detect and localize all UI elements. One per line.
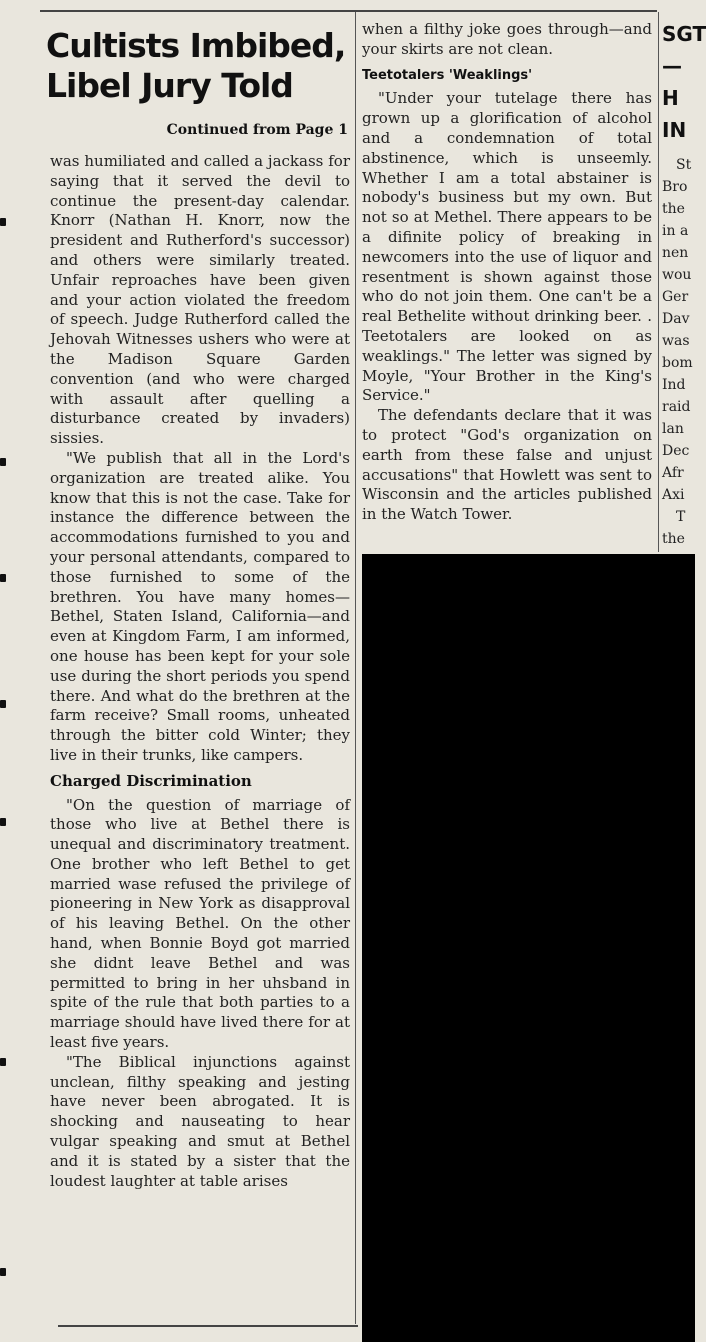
col1-paragraph-1: was humiliated and called a jackass for saying that it served the devil to continue the present-day calendar. Knorr (Nathan H. Knorr, now the president and Rutherford's successor) and others were similarly treated. Unfair reproaches have been given and your action violated the freedom of speech. Judge Rutherford called the Jehovah Witnesses ushers who were at the Madison Square Garden convention (and who were charged with assault after quelling a disturbance created by invaders) sissies. (50, 152, 350, 448)
col3-line: raid (662, 399, 691, 415)
continued-line: Continued from Page 1 (166, 122, 348, 138)
headline: Cultists Imbibed, Libel Jury Told (46, 26, 346, 105)
column-divider-2 (658, 12, 659, 552)
col3-line: in a (662, 223, 689, 239)
col3-line: Ind (662, 377, 686, 393)
col3-headline-line-2: —H (662, 54, 682, 110)
bottom-rule (58, 1325, 358, 1327)
col2-paragraph-3: The defendants declare that it was to protect "God's organization on earth from these false and unjust accusations" that Howlett was sent to Wisconsin and the articles published in the Watch Tower. (362, 406, 652, 524)
col1-subhead: Charged Discrimination (50, 771, 252, 790)
col3-line: wou (662, 267, 692, 283)
col3-line: Afr (662, 465, 684, 481)
col3-line: the (662, 201, 685, 217)
col3-headline-line-1: SGT (662, 22, 706, 46)
column-3-clipped (662, 18, 706, 594)
margin-mark (0, 458, 6, 466)
col1-paragraph-4: "The Biblical injunctions against unclean, filthy speaking and jesting have never been abrogated. It is shocking and nauseating to hear vulgar speaking and smut at Bethel and it is stated by a sister that the loudest laughter at table arises (50, 1052, 350, 1190)
col3-line: the (662, 531, 685, 547)
col3-line: Dec (662, 443, 690, 459)
col3-line: Dav (662, 311, 690, 327)
black-redaction-area (362, 554, 695, 1342)
column-divider-1 (355, 12, 356, 1324)
top-rule (40, 10, 657, 12)
col3-line: bom (662, 355, 693, 371)
margin-mark (0, 574, 6, 582)
col3-line: nen (662, 245, 689, 261)
col3-line: Bro (662, 179, 688, 195)
column-2 (362, 20, 652, 525)
margin-mark (0, 700, 6, 708)
col3-line: Ger (662, 289, 689, 305)
margin-mark (0, 1058, 6, 1066)
margin-mark (0, 218, 6, 226)
col1-paragraph-3: "On the question of marriage of those who live at Bethel there is unequal and discriminatory treatment. One brother who left Bethel to get married wase refused the privilege of pioneering in New York as disapproval of his leaving Bethel. On the other hand, when Bonnie Boyd got married she didnt leave Bethel and was permitted to bring in her uhsband in spite of the rule that both parties to a marriage should have lived there for at least five years. (50, 795, 350, 1052)
col2-subhead: Teetotalers 'Weaklings' (362, 67, 533, 83)
col3-line: Axi (662, 487, 685, 503)
col3-headline-line-3: IN (662, 118, 687, 142)
col2-paragraph-1: when a filthy joke goes through—and your skirts are not clean. (362, 20, 652, 58)
margin-mark (0, 1268, 6, 1276)
margin-mark (0, 818, 6, 826)
col3-line: was (662, 333, 690, 349)
col3-line: T (676, 509, 686, 525)
col1-paragraph-2: "We publish that all in the Lord's organization are treated alike. You know that this is not the case. Take for instance the difference between the accommodations furnished to you and your personal attendants, compared to those furnished to some of the brethren. You have many homes—Bethel, Staten Island, California—and even at Kingdom Farm, I am informed, one house has been kept for your sole use during the short periods you spend there. And what do the brethren at the farm receive? Small rooms, unheated through the bitter cold Winter; they live in their trunks, like campers. (50, 448, 350, 764)
col3-line: lan (662, 421, 684, 437)
col3-line: St (676, 157, 692, 173)
column-1 (50, 152, 350, 1191)
col2-paragraph-2: "Under your tutelage there has grown up a glorification of alcohol and a condemnation of total abstinence, which is unseemly. Whether I am a total abstainer is nobody's business but my own. But not so at Methel. There appears to be a difinite policy of breaking in newcomers into the use of liquor and resentment is shown against those who do not join them. One can't be a real Bethelite without drinking beer. . Teetotalers are looked on as weaklings." The letter was signed by Moyle, "Your Brother in the King's Service." (362, 89, 652, 405)
